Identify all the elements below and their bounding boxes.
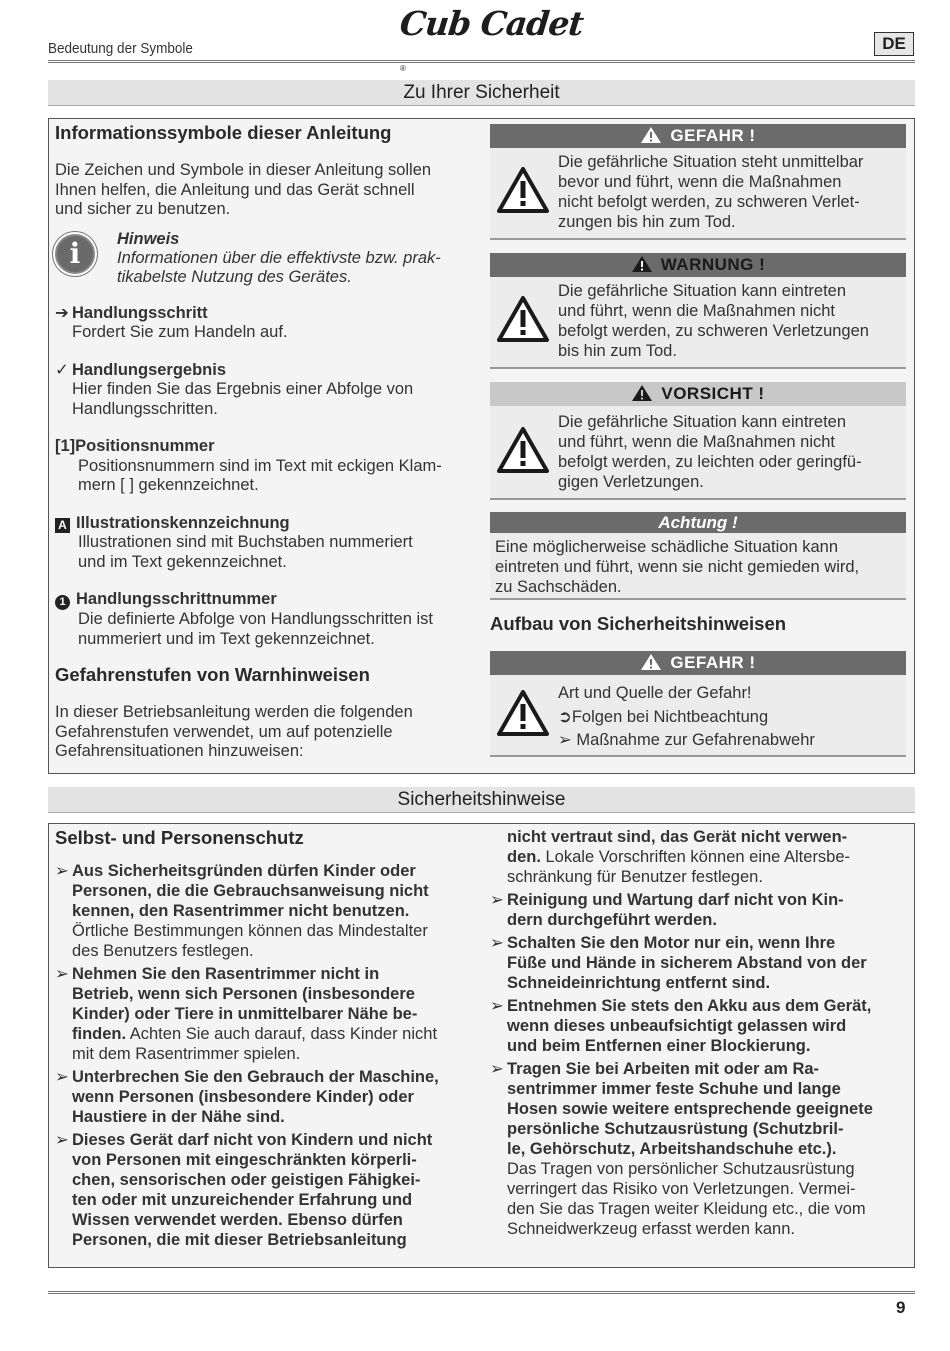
list-item bbox=[55, 964, 480, 1064]
warnung-header bbox=[490, 253, 906, 277]
item-line: le, Gehörschutz, Arbeitshandschuhe etc.). bbox=[507, 1140, 837, 1158]
item-line: Kinder) oder Tiere in unmittelbarer Nähe be- bbox=[72, 1005, 418, 1023]
arrowhead-icon: ➢ bbox=[490, 997, 504, 1015]
illustration-title: Illustrationskennzeichnung bbox=[76, 513, 290, 532]
item-line: dern durchgeführt werden. bbox=[507, 911, 717, 929]
levels-intro-line: Gefahrenstufen verwendet, um auf potenzielle bbox=[55, 722, 393, 741]
list-item bbox=[490, 996, 910, 1056]
item-line: Aus Sicherheitsgründen dürfen Kinder oder bbox=[72, 862, 416, 880]
structure-consequence-row bbox=[558, 705, 902, 729]
item-line: den Sie das Tragen weiter Kleidung etc., die vom bbox=[507, 1200, 866, 1218]
gefahr-box bbox=[490, 124, 906, 240]
item-line: chen, sensorischen oder geistigen Fähigkei- bbox=[72, 1171, 421, 1189]
achtung-box bbox=[490, 512, 906, 600]
levels-intro-line: Gefahrensituationen hinzuweisen: bbox=[55, 742, 304, 760]
list-item bbox=[55, 861, 480, 961]
warnung-line: Die gefährliche Situation kann eintreten bbox=[558, 282, 847, 300]
structure-heading: Aufbau von Sicherheitshinweisen bbox=[490, 613, 787, 634]
structure-consequence: Folgen bei Nichtbeachtung bbox=[571, 708, 769, 726]
warnung-body bbox=[490, 277, 906, 369]
step-title: Handlungsschritt bbox=[72, 303, 208, 322]
curved-arrow-icon: ➲ bbox=[558, 708, 572, 726]
warning-triangle-icon bbox=[496, 295, 550, 343]
gefahr-line: zungen bis hin zum Tod. bbox=[558, 213, 736, 231]
checkmark-icon: ✓ bbox=[55, 360, 69, 379]
step-line: Fordert Sie zum Handeln auf. bbox=[72, 323, 288, 341]
position-number-icon: [1] bbox=[55, 437, 76, 455]
info-intro-line: und sicher zu benutzen. bbox=[55, 200, 231, 218]
section-header: Bedeutung der Symbole bbox=[48, 40, 193, 57]
position-block bbox=[55, 437, 480, 496]
notes-right-column bbox=[490, 827, 910, 1239]
band-title-notes: Sicherheitshinweise bbox=[48, 787, 915, 813]
info-intro-line: Die Zeichen und Symbole in dieser Anleitung sollen bbox=[55, 161, 432, 179]
footer-rule bbox=[48, 1291, 915, 1294]
item-line: schränkung für Benutzer festlegen. bbox=[507, 868, 763, 886]
language-badge: DE bbox=[874, 32, 914, 56]
item-line: kennen, den Rasentrimmer nicht benutzen. bbox=[72, 902, 410, 920]
gefahr-text bbox=[558, 152, 902, 232]
warnung-line: bis hin zum Tod. bbox=[558, 342, 677, 360]
vorsicht-body bbox=[490, 406, 906, 500]
item-line: Entnehmen Sie stets den Akku aus dem Gerät, bbox=[507, 997, 872, 1015]
safety-box bbox=[48, 118, 915, 774]
step-block bbox=[55, 304, 480, 343]
vorsicht-line: und führt, wenn die Maßnahmen nicht bbox=[558, 433, 835, 451]
stepnumber-block bbox=[55, 590, 480, 649]
item-normal-run: Achten Sie auch darauf, dass Kinder nicht bbox=[126, 1025, 438, 1043]
result-block bbox=[55, 361, 480, 420]
warning-triangle-icon bbox=[496, 426, 550, 474]
item-line: mit dem Rasentrimmer spielen. bbox=[72, 1045, 301, 1063]
warning-icon bbox=[631, 384, 653, 402]
gefahr-line: bevor und führt, wenn die Maßnahmen bbox=[558, 173, 842, 191]
item-line: ten oder mit unzureichender Erfahrung und bbox=[72, 1191, 413, 1209]
page-number: 9 bbox=[896, 1298, 906, 1317]
structure-label: GEFAHR ! bbox=[670, 653, 756, 672]
arrowhead-icon: ➢ bbox=[55, 1068, 69, 1086]
structure-body bbox=[490, 675, 906, 757]
structure-header bbox=[490, 651, 906, 675]
achtung-text bbox=[495, 537, 902, 597]
list-item bbox=[55, 1130, 480, 1250]
warnung-line: befolgt werden, zu schweren Verletzungen bbox=[558, 322, 869, 340]
info-symbols-heading: Informationssymbole dieser Anleitung bbox=[55, 122, 392, 143]
item-line: Dieses Gerät darf nicht von Kindern und nicht bbox=[72, 1131, 433, 1149]
circled-one-icon: 1 bbox=[55, 595, 70, 610]
arrow-right-icon: ➔ bbox=[55, 303, 69, 322]
levels-intro-line: In dieser Betriebsanleitung werden die folgenden bbox=[55, 703, 413, 721]
item-line: Tragen Sie bei Arbeiten mit oder am Ra- bbox=[507, 1060, 820, 1078]
item-line: Nehmen Sie den Rasentrimmer nicht in bbox=[72, 965, 380, 983]
achtung-line: zu Sachschäden. bbox=[495, 578, 622, 596]
item-line: nicht vertraut sind, das Gerät nicht verwen- bbox=[507, 828, 848, 846]
arrowhead-icon: ➢ bbox=[490, 891, 504, 909]
illustration-line: Illustrationen sind mit Buchstaben nummeriert bbox=[78, 533, 413, 551]
list-item bbox=[55, 1067, 480, 1127]
structure-measure-row bbox=[558, 729, 902, 751]
hint-title: Hinweis bbox=[117, 229, 180, 248]
warning-triangle-icon bbox=[496, 689, 550, 737]
safety-right-column bbox=[490, 124, 906, 757]
notes-box bbox=[48, 823, 915, 1268]
item-line: verringert das Risiko von Verletzungen. Vermei- bbox=[507, 1180, 856, 1198]
vorsicht-header bbox=[490, 382, 906, 406]
warning-icon bbox=[631, 255, 653, 273]
warning-triangle-icon bbox=[496, 166, 550, 214]
result-line: Handlungsschritten. bbox=[72, 399, 218, 418]
structure-measure: Maßnahme zur Gefahrenabwehr bbox=[576, 731, 815, 749]
structure-text bbox=[558, 681, 902, 751]
stepnumber-line: nummeriert und im Text gekennzeichnet. bbox=[78, 629, 375, 648]
item-line: Wissen verwendet werden. Ebenso dürfen bbox=[72, 1211, 403, 1229]
item-line bbox=[507, 847, 910, 867]
item-bold-run: finden. bbox=[72, 1025, 127, 1043]
item-line: und beim Entfernen einer Blockierung. bbox=[507, 1037, 811, 1055]
item-line: Hosen sowie weitere entsprechende geeignete bbox=[507, 1100, 873, 1118]
gefahr-header bbox=[490, 124, 906, 148]
item-normal-run: Lokale Vorschriften können eine Altersbe- bbox=[540, 848, 851, 866]
vorsicht-label: VORSICHT ! bbox=[661, 384, 765, 403]
brand-logo-text: Cub Cadet bbox=[398, 4, 585, 43]
info-intro bbox=[55, 161, 480, 220]
item-line: Das Tragen von persönlicher Schutzausrüstung bbox=[507, 1160, 855, 1178]
list-item bbox=[490, 890, 910, 930]
item-line: von Personen mit eingeschränkten körperli- bbox=[72, 1151, 417, 1169]
item-line: des Benutzers festlegen. bbox=[72, 942, 254, 960]
warnung-line: und führt, wenn die Maßnahmen nicht bbox=[558, 302, 835, 320]
achtung-line: eintreten und führt, wenn sie nicht gemieden wird, bbox=[495, 558, 860, 576]
achtung-header: Achtung ! bbox=[490, 512, 906, 533]
arrowhead-icon: ➢ bbox=[55, 965, 69, 983]
result-title: Handlungsergebnis bbox=[72, 360, 227, 379]
stepnumber-title: Handlungsschrittnummer bbox=[76, 590, 277, 608]
vorsicht-box bbox=[490, 382, 906, 500]
item-line: persönliche Schutzausrüstung (Schutzbril- bbox=[507, 1120, 844, 1138]
arrowhead-icon: ➢ bbox=[490, 934, 504, 952]
hint-block bbox=[55, 230, 480, 290]
structure-box bbox=[490, 651, 906, 757]
letter-a-icon: A bbox=[55, 518, 70, 533]
achtung-line: Eine möglicherweise schädliche Situation kann bbox=[495, 538, 839, 556]
brand-logo bbox=[398, 4, 586, 73]
hint-line: tikabelste Nutzung des Gerätes. bbox=[117, 267, 352, 286]
self-protection-heading: Selbst- und Personenschutz bbox=[55, 827, 304, 848]
item-line: Örtliche Bestimmungen können das Mindestalter bbox=[72, 922, 428, 940]
structure-source: Art und Quelle der Gefahr! bbox=[558, 684, 752, 702]
info-intro-line: Ihnen helfen, die Anleitung und das Gerät schnell bbox=[55, 180, 415, 199]
stepnumber-line: Die definierte Abfolge von Handlungsschritten ist bbox=[78, 610, 433, 628]
item-line: Personen, die die Gebrauchsanweisung nicht bbox=[72, 882, 429, 900]
item-line: Reinigung und Wartung darf nicht von Kin- bbox=[507, 891, 844, 909]
header-rule bbox=[48, 60, 915, 63]
position-title: Positionsnummer bbox=[75, 437, 215, 455]
item-line: Betrieb, wenn sich Personen (insbesondere bbox=[72, 985, 415, 1003]
band-title-safety: Zu Ihrer Sicherheit bbox=[48, 80, 915, 106]
gefahr-line: Die gefährliche Situation steht unmittelbar bbox=[558, 153, 864, 171]
danger-levels-intro bbox=[55, 703, 480, 762]
item-line: Unterbrechen Sie den Gebrauch der Maschine, bbox=[72, 1068, 439, 1086]
warnung-text bbox=[558, 281, 902, 361]
list-item-continuation bbox=[490, 827, 910, 887]
item-line: sentrimmer immer feste Schuhe und lange bbox=[507, 1080, 841, 1098]
notes-left-column bbox=[55, 827, 480, 1250]
warnung-box bbox=[490, 253, 906, 369]
list-item bbox=[490, 1059, 910, 1239]
item-line: wenn Personen (insbesondere Kinder) oder bbox=[72, 1088, 414, 1106]
item-line bbox=[72, 1024, 480, 1044]
item-bold-run: den. bbox=[507, 848, 541, 866]
warnung-label: WARNUNG ! bbox=[660, 255, 766, 274]
warning-icon bbox=[640, 126, 662, 144]
registered-mark: ® bbox=[400, 64, 406, 73]
vorsicht-text bbox=[558, 412, 902, 492]
arrowhead-icon: ➢ bbox=[55, 862, 69, 880]
item-line: Personen, die mit dieser Betriebsanleitung bbox=[72, 1231, 407, 1249]
item-line: Schneidwerkzeug erfasst werden kann. bbox=[507, 1220, 795, 1238]
result-line: Hier finden Sie das Ergebnis einer Abfolge von bbox=[72, 380, 414, 398]
position-line: Positionsnummern sind im Text mit eckigen Klam- bbox=[78, 456, 442, 475]
gefahr-label: GEFAHR ! bbox=[670, 126, 756, 145]
arrowhead-icon: ➢ bbox=[558, 731, 572, 749]
info-icon: i bbox=[55, 234, 95, 274]
achtung-body bbox=[490, 533, 906, 600]
gefahr-body bbox=[490, 148, 906, 240]
item-line: Schneideinrichtung entfernt sind. bbox=[507, 974, 771, 992]
danger-levels-heading: Gefahrenstufen von Warnhinweisen bbox=[55, 664, 370, 685]
illustration-line: und im Text gekennzeichnet. bbox=[78, 552, 287, 571]
arrowhead-icon: ➢ bbox=[55, 1131, 69, 1149]
warning-icon bbox=[640, 653, 662, 671]
item-line: Haustiere in der Nähe sind. bbox=[72, 1108, 285, 1126]
illustration-block bbox=[55, 514, 480, 573]
gefahr-line: nicht befolgt werden, zu schweren Verlet- bbox=[558, 193, 860, 211]
item-line: Füße und Hände in sicherem Abstand von der bbox=[507, 954, 867, 972]
hint-text bbox=[117, 230, 480, 287]
position-line: mern [ ] gekennzeichnet. bbox=[78, 476, 259, 494]
list-item bbox=[490, 933, 910, 993]
vorsicht-line: befolgt werden, zu leichten oder geringfü- bbox=[558, 453, 862, 471]
item-line: Schalten Sie den Motor nur ein, wenn Ihre bbox=[507, 934, 836, 952]
vorsicht-line: gigen Verletzungen. bbox=[558, 473, 704, 491]
safety-left-column bbox=[55, 122, 480, 762]
hint-line: Informationen über die effektivste bzw. prak- bbox=[117, 248, 441, 267]
item-line: wenn dieses unbeaufsichtigt gelassen wird bbox=[507, 1017, 847, 1035]
arrowhead-icon: ➢ bbox=[490, 1060, 504, 1078]
vorsicht-line: Die gefährliche Situation kann eintreten bbox=[558, 413, 847, 431]
